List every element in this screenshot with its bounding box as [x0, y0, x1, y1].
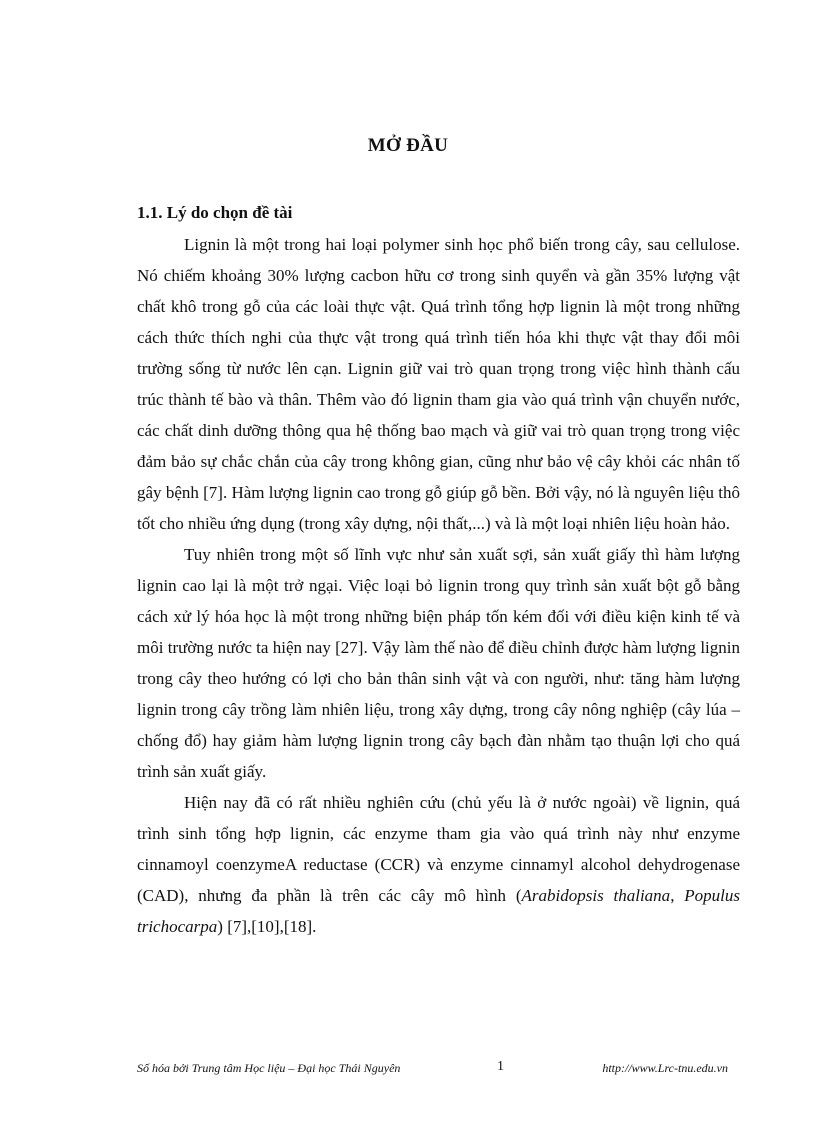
- section-heading: 1.1. Lý do chọn đề tài: [137, 203, 293, 222]
- footer-institution: Số hóa bởi Trung tâm Học liệu – Đại học Thái Nguyên: [137, 1061, 401, 1075]
- paragraph-1-text: Lignin là một trong hai loại polymer sinh học phổ biến trong cây, sau cellulose. Nó chiếm khoảng 30% lượng cacbon hữu cơ trong sinh quyển và gần 35% lượng vật chất khô trong gỗ của các loài thực vật. Quá trình tổng hợp lignin là một trong những cách thức thích nghi của thực vật trong quá trình tiến hóa khi thực vật thay đổi môi trường sống từ nước lên cạn. Lignin giữ vai trò quan trọng trong việc hình thành cấu trúc thành tế bào và thân. Thêm vào đó lignin tham gia vào quá trình vận chuyển nước, các chất dinh dưỡng thông qua hệ thống bao mạch và giữ vai trò quan trọng trong việc đảm bảo sự chắc chắn của cây trong không gian, cũng như bảo vệ cây khỏi các nhân tố gây bệnh [7]. Hàm lượng lignin cao trong gỗ giúp gỗ bền. Bởi vậy, nó là nguyên liệu thô tốt cho nhiều ứng dụng (trong xây dựng, nội thất,...) và là một loại nhiên liệu hoàn hảo.: [137, 235, 740, 533]
- paragraph-1: [137, 229, 740, 539]
- paragraph-3-separator: ,: [670, 886, 685, 905]
- species-name-populus: Populus trichocarpa: [137, 886, 740, 936]
- paragraph-2: [137, 539, 740, 787]
- paragraph-3: [137, 787, 740, 942]
- species-name-arabidopsis: Arabidopsis thaliana: [521, 886, 671, 905]
- footer-url: http://www.Lrc-tnu.edu.vn: [602, 1061, 728, 1075]
- paragraph-2-text: Tuy nhiên trong một số lĩnh vực như sản xuất sợi, sản xuất giấy thì hàm lượng lignin cao lại là một trở ngại. Việc loại bỏ lignin trong quy trình sản xuất bột gỗ bằng cách xử lý hóa học là một trong những biện pháp tốn kém đối với điều kiện kinh tế và môi trường nước ta hiện nay [27]. Vậy làm thế nào để điều chỉnh được hàm lượng lignin trong cây theo hướng có lợi cho bản thân sinh vật và con người, như: tăng hàm lượng lignin trong cây trồng làm nhiên liệu, trong xây dựng, trong cây nông nghiệp (cây lúa – chống đổ) hay giảm hàm lượng lignin trong cây bạch đàn nhằm tạo thuận lợi cho quá trình sản xuất giấy.: [137, 545, 740, 781]
- page-footer: [137, 1059, 740, 1079]
- paragraph-3-citations: ) [7],[10],[18].: [217, 917, 317, 936]
- body-text: [137, 229, 740, 942]
- page-number: 1: [497, 1059, 504, 1074]
- page-title: MỞ ĐẦU: [367, 135, 449, 156]
- paragraph-3-text: Hiện nay đã có rất nhiều nghiên cứu (chủ yếu là ở nước ngoài) về lignin, quá trình sinh tổng hợp lignin, các enzyme tham gia vào quá trình này như enzyme cinnamoyl coenzymeA reductase (CCR) và enzyme cinnamyl alcohol dehydrogenase (CAD), nhưng đa phần là trên các cây mô hình (: [137, 793, 740, 905]
